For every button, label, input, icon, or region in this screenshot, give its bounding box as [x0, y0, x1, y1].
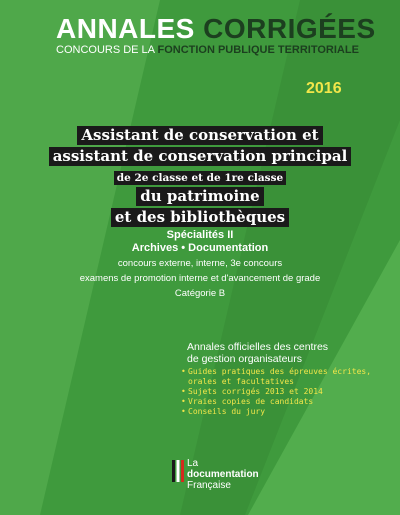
publisher-line-1: La	[187, 458, 199, 469]
specialites-line-1: Spécialités II	[166, 229, 234, 241]
feature-item	[181, 367, 381, 387]
subseries-highlight: FONCTION PUBLIQUE TERRITORIALE	[157, 44, 359, 56]
concours-line-1: concours externe, interne, 3e concours	[117, 258, 283, 269]
annales-title	[187, 341, 377, 365]
publisher-line-2: documentation	[187, 469, 259, 480]
title-line-2: assistant de conservation principal	[49, 147, 352, 166]
subseries-prefix: CONCOURS DE LA	[56, 44, 158, 56]
feature-item-line: • Sujets corrigés 2013 et 2014	[188, 387, 323, 396]
annales-title-line-1: Annales officielles des centres	[187, 341, 329, 353]
series-word-corrigees: CORRIGÉES	[203, 13, 376, 44]
feature-item	[181, 397, 381, 407]
title-line-3: de 2e classe et de 1re classe	[114, 171, 286, 185]
series-subtitle	[56, 44, 359, 57]
flag-logo-bar	[172, 460, 175, 482]
series-word-annales: ANNALES	[56, 13, 195, 44]
annales-title-line-2: de gestion organisateurs	[187, 353, 302, 365]
feature-item-line: • Conseils du jury	[188, 407, 266, 416]
feature-item	[181, 387, 381, 397]
concours-line-3: Catégorie B	[174, 288, 226, 299]
feature-item-line: • Vraies copies de candidats	[188, 397, 314, 406]
concours-line-2: examens de promotion interne et d'avancement de grade	[79, 273, 321, 284]
publisher-name	[187, 458, 259, 491]
edition-year: 2016	[306, 80, 342, 97]
flag-logo-bar	[181, 460, 184, 482]
series-title	[56, 14, 376, 44]
book-title	[0, 126, 400, 229]
feature-list	[181, 367, 381, 417]
title-line-4: du patrimoine	[136, 187, 263, 206]
feature-item-line: orales et facultatives	[188, 377, 294, 386]
feature-item-line: • Guides pratiques des épreuves écrites,	[188, 367, 372, 376]
flag-logo-bar	[177, 460, 180, 482]
title-line-1: Assistant de conservation et	[77, 126, 322, 145]
flag-logo-icon	[172, 460, 184, 482]
title-line-5: et des bibliothèques	[111, 208, 289, 227]
specialites-line-2: Archives • Documentation	[131, 242, 269, 254]
publisher-line-3: Française	[187, 480, 231, 491]
feature-item	[181, 407, 381, 417]
